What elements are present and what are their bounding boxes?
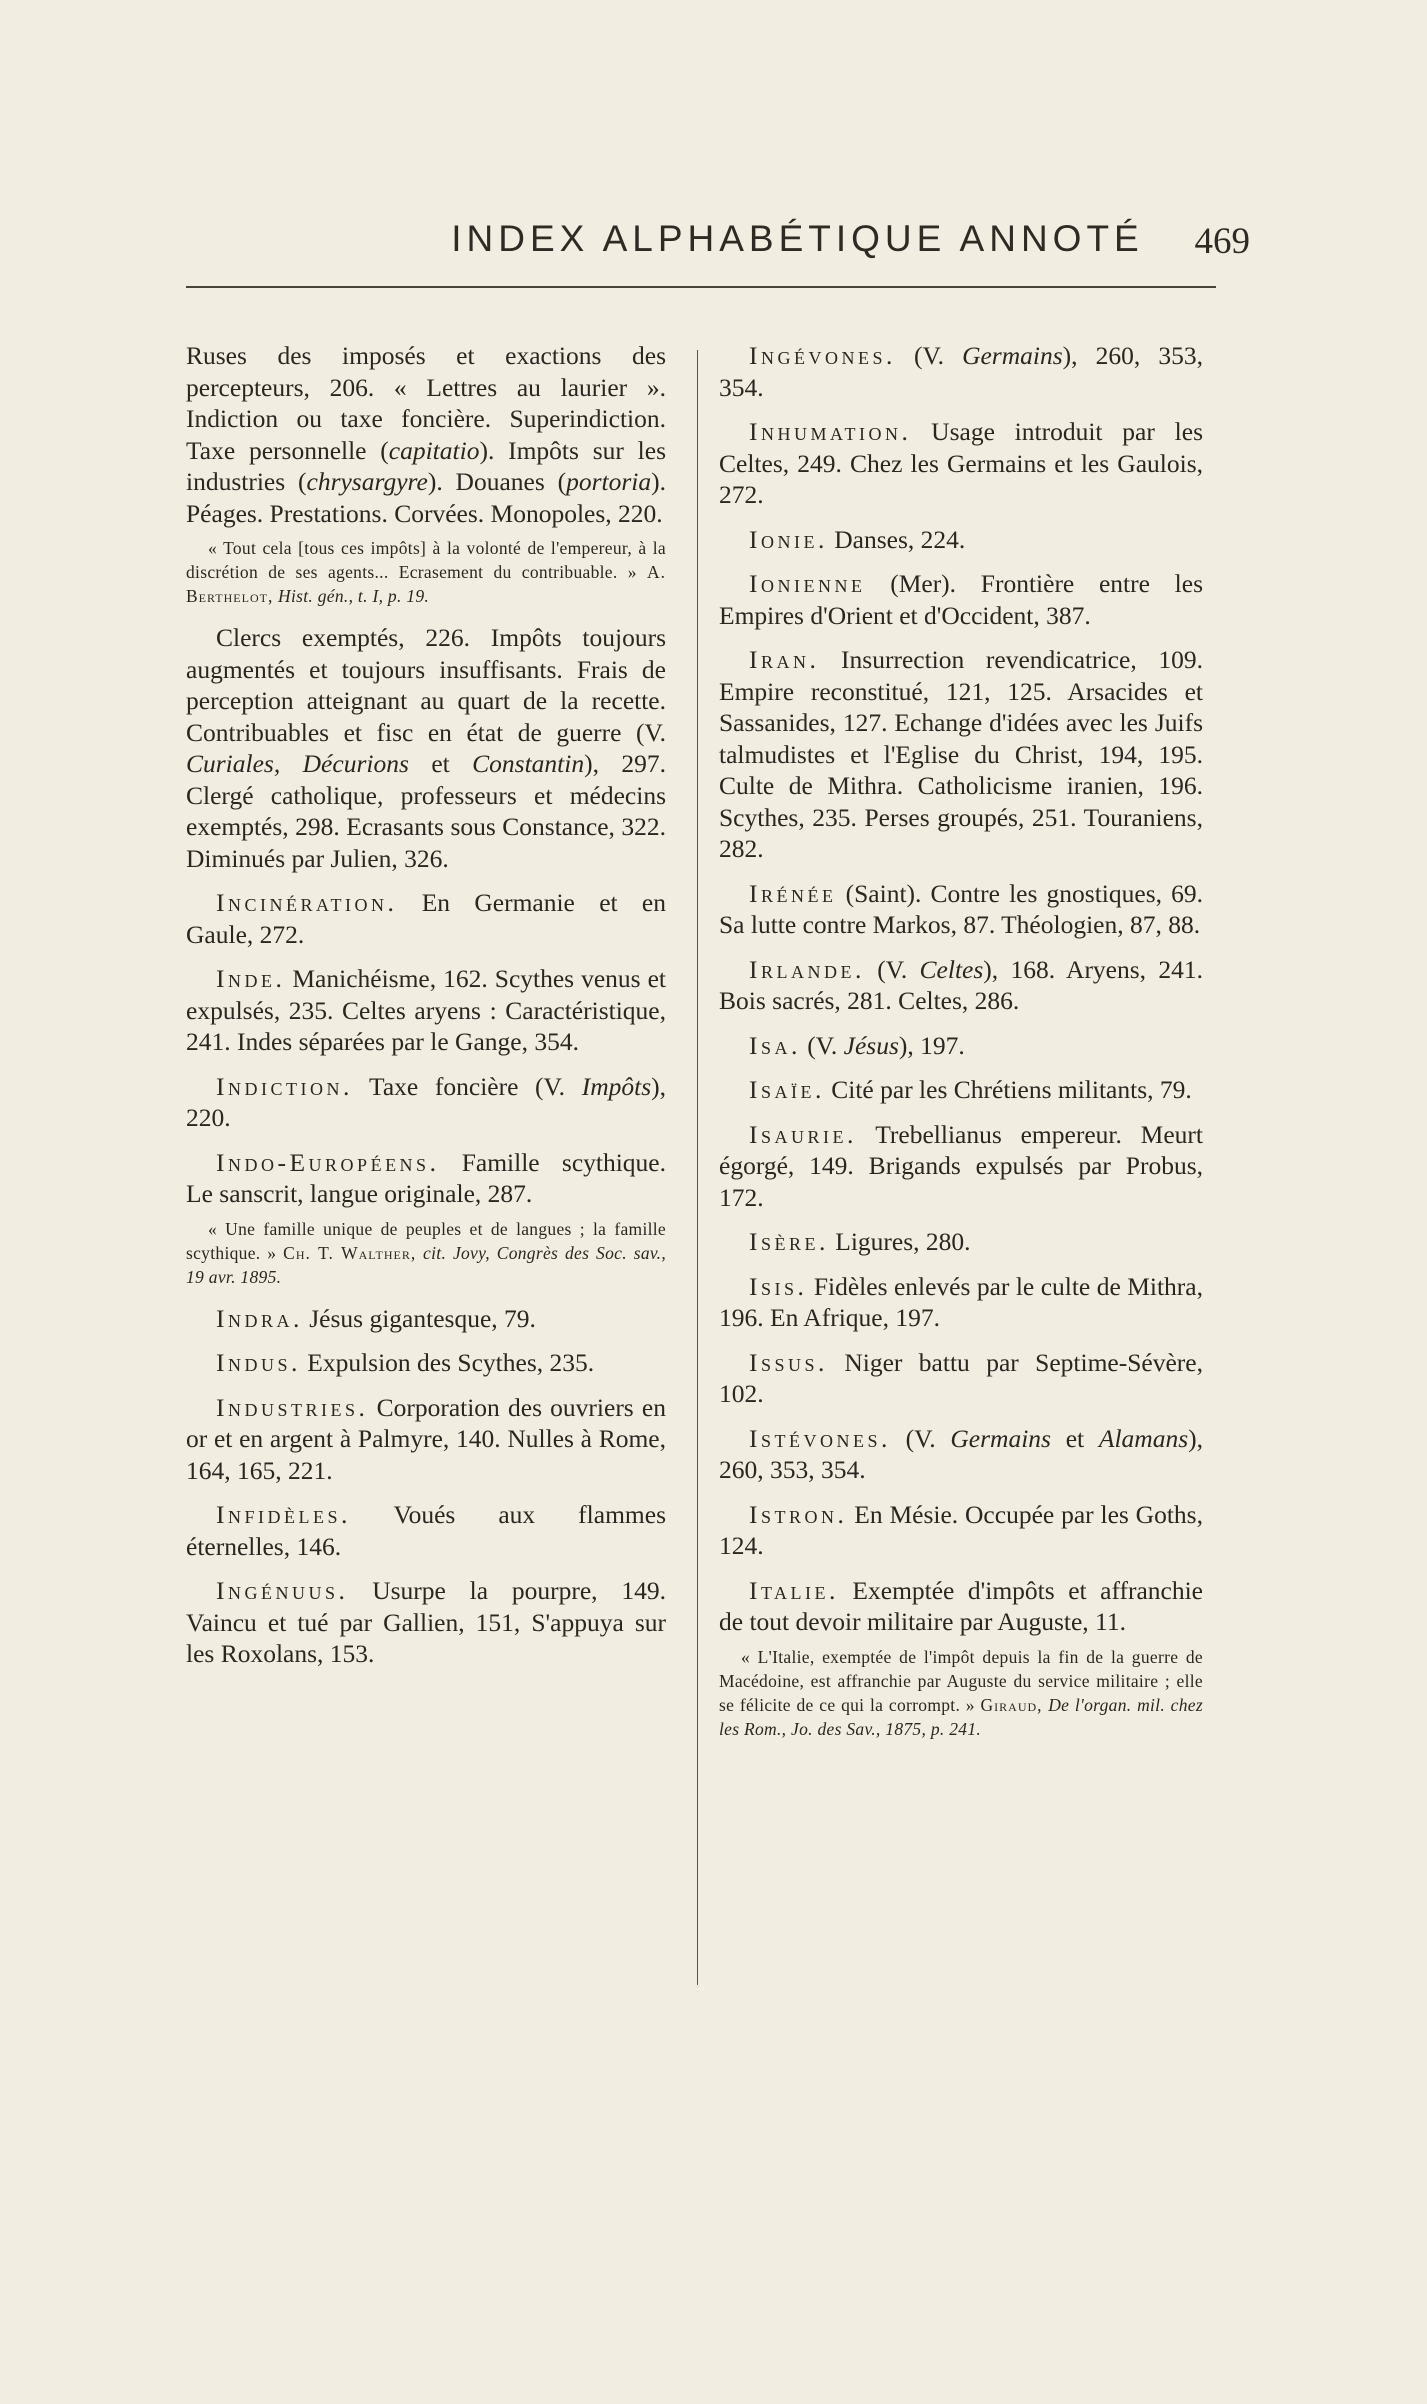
index-entry-isaie: Isaïe. Cité par les Chrétiens militants, 79. xyxy=(749,1075,1192,1104)
index-entry-ionie: Ionie. Danses, 224. xyxy=(749,524,966,554)
footnote-quote-giraud: « L'Italie, exemptée de l'impôt depuis la fin de la guerre de Macédoine, est affranchie par Auguste du service militaire ; elle se félicite de ce qui la corrompt. » Giraud, De l'organ. mil. chez les Rom., Jo. des Sav., 1875, p. 241. xyxy=(719,1646,1203,1739)
index-entry-inde: Inde. Manichéisme, 162. Scythes venus et expulsés, 235. Celtes aryens : Caractéristique, 241. Indes séparées par le Gange, 354. xyxy=(186,964,666,1056)
headword: Isa. xyxy=(749,1030,801,1060)
index-entry-indus: Indus. Expulsion des Scythes, 235. xyxy=(216,1348,595,1377)
headword: Irénée xyxy=(749,878,837,908)
index-entry-impots-continued: Ruses des imposés et exactions des percepteurs, 206. « Lettres au laurier ». Indiction ou taxe foncière. Superindiction. Taxe personnelle (capitatio). Impôts sur les industries (chrysargyre). Douanes (portoria). Péages. Prestations. Corvées. Monopoles, 220. xyxy=(186,341,666,528)
headword: Ingénuus. xyxy=(216,1576,349,1605)
index-entry-istron: Istron. En Mésie. Occupée par les Goths, 124. xyxy=(719,1499,1203,1560)
headword: Italie. xyxy=(749,1575,839,1605)
running-title: INDEX ALPHABÉTIQUE ANNOTÉ xyxy=(451,218,1144,259)
index-entry-irenee: Irénée (Saint). Contre les gnostiques, 69. Sa lutte contre Markos, 87. Théologien, 87, 88. xyxy=(719,878,1203,939)
index-entry-infideles: Infidèles. Voués aux flammes éternelles, 146. xyxy=(186,1500,666,1561)
footnote-quote-walther: « Une famille unique de peuples et de langues ; la famille scythique. » Ch. T. Walther, cit. Jovy, Congrès des Soc. sav., 19 avr. 1895. xyxy=(186,1218,666,1287)
left-column xyxy=(186,340,666,1683)
index-entry-incineration: Incinération. En Germanie et en Gaule, 272. xyxy=(186,888,666,949)
headword: Industries. xyxy=(216,1392,369,1422)
headword: Istévones. xyxy=(749,1423,891,1453)
headword: Indra. xyxy=(216,1303,303,1333)
headword: Inhumation. xyxy=(749,417,912,446)
index-entry-issus: Issus. Niger battu par Septime-Sévère, 102. xyxy=(719,1347,1203,1408)
index-entry-isaurie: Isaurie. Trebellianus empereur. Meurt égorgé, 149. Brigands expulsés par Probus, 172. xyxy=(719,1119,1203,1212)
headword: Isaïe. xyxy=(749,1075,825,1104)
headword: Indus. xyxy=(216,1348,301,1377)
headword: Isère. xyxy=(749,1227,829,1256)
index-entry-impots-clercs: Clercs exemptés, 226. Impôts toujours augmentés et toujours insuffisants. Frais de perception atteignant au quart de la recette. Contribuables et fisc en état de guerre (V. Curiales, Décurions et Constantin), 297. Clergé catholique, professeurs et médecins exemptés, 298. Ecrasants sous Constance, 322. Diminués par Julien, 326. xyxy=(186,623,667,873)
headword: Ionie. xyxy=(749,524,828,554)
page-number: 469 xyxy=(1194,221,1250,262)
index-entry-iran: Iran. Insurrection revendicatrice, 109. Empire reconstitué, 121, 125. Arsacides et Sassanides, 127. Echange d'idées avec les Juifs talmudistes et l'Eglise du Christ, 194, 195. Culte de Mithra. Catholicisme iranien, 196. Scythes, 235. Perses groupés, 251. Touraniens, 282. xyxy=(719,645,1203,863)
index-entry-indo-europeens: Indo-Européens. Famille scythique. Le sanscrit, langue originale, 287. xyxy=(186,1147,666,1208)
index-entry-indra: Indra. Jésus gigantesque, 79. xyxy=(216,1303,536,1333)
index-entry-inhumation: Inhumation. Usage introduit par les Celtes, 249. Chez les Germains et les Gaulois, 272. xyxy=(719,417,1203,509)
headword: Inde. xyxy=(216,964,286,993)
right-column xyxy=(719,340,1203,1755)
column-divider xyxy=(697,350,698,1985)
index-entry-istevones: Istévones. (V. Germains et Alamans), 260, 353, 354. xyxy=(719,1423,1203,1484)
headword: Incinération. xyxy=(216,888,398,917)
headword: Irlande. xyxy=(749,954,865,984)
index-entry-irlande: Irlande. (V. Celtes), 168. Aryens, 241. Bois sacrés, 281. Celtes, 286. xyxy=(719,954,1203,1015)
index-entry-italie: Italie. Exemptée d'impôts et affranchie de tout devoir militaire par Auguste, 11. xyxy=(719,1575,1203,1636)
headword: Indiction. xyxy=(216,1071,353,1101)
header-rule xyxy=(186,286,1216,288)
index-entry-indiction: Indiction. Taxe foncière (V. Impôts), 220. xyxy=(186,1071,666,1132)
headword: Isaurie. xyxy=(749,1119,857,1149)
headword: Isis. xyxy=(749,1271,808,1301)
index-entry-ingenuus: Ingénuus. Usurpe la pourpre, 149. Vaincu et tué par Gallien, 151, S'appuya sur les Roxolans, 153. xyxy=(186,1576,666,1668)
headword: Iran. xyxy=(749,645,820,674)
headword: Istron. xyxy=(749,1499,848,1529)
headword: Ingévones. xyxy=(749,341,896,370)
index-entry-isere: Isère. Ligures, 280. xyxy=(749,1227,971,1256)
index-entry-industries: Industries. Corporation des ouvriers en or et en argent à Palmyre, 140. Nulles à Rome, 164, 165, 221. xyxy=(186,1392,666,1485)
running-header xyxy=(345,218,1250,278)
index-entry-isa: Isa. (V. Jésus), 197. xyxy=(749,1030,965,1060)
index-entry-isis: Isis. Fidèles enlevés par le culte de Mithra, 196. En Afrique, 197. xyxy=(719,1271,1203,1332)
headword: Ionienne xyxy=(749,569,866,598)
index-entry-ionienne: Ionienne (Mer). Frontière entre les Empires d'Orient et d'Occident, 387. xyxy=(719,569,1203,630)
footnote-quote-berthelot: « Tout cela [tous ces impôts] à la volonté de l'empereur, à la discrétion de ses agents... Ecrasement du contribuable. » A. Berthelot, Hist. gén., t. I, p. 19. xyxy=(186,538,666,606)
headword: Issus. xyxy=(749,1347,828,1377)
headword: Infidèles. xyxy=(216,1500,351,1529)
headword: Indo-Européens. xyxy=(216,1147,440,1177)
index-entry-ingevones: Ingévones. (V. Germains), 260, 353, 354. xyxy=(719,341,1203,402)
